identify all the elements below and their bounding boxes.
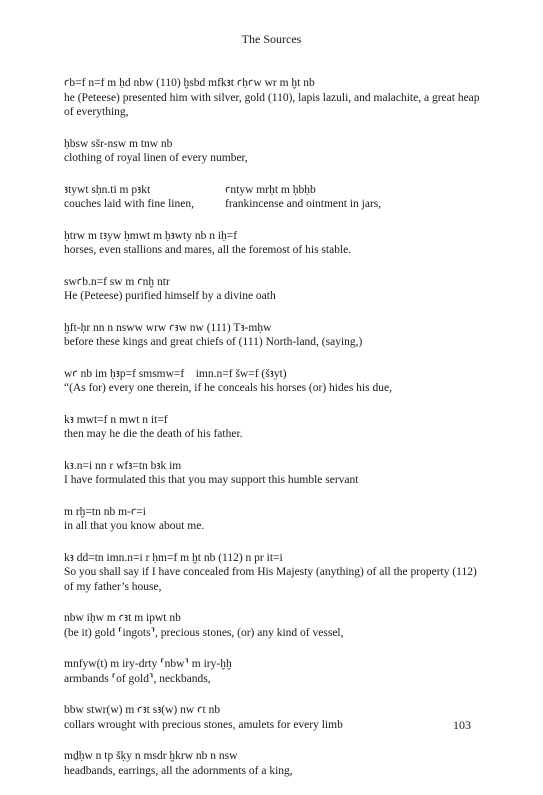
- stanza-14: [64, 703, 484, 732]
- transliteration-line: mḏḥw n tp šḳy n msdr ḫkrw nb n nsw: [64, 750, 238, 762]
- transliteration-line: wꜥ nb im ḥꜣp=f smsmw=f imn.n=f šw=f (šꜣyt): [64, 367, 287, 380]
- stanza-8: [64, 413, 484, 442]
- transliteration-line: m rḫ=tn nb m-ꜥ=i: [64, 505, 146, 518]
- transliteration-line: ꜥb=f n=f m ḥd nbw (110) ḫsbd mfkꜣt ꜥḥꜥw wr m ḫt nb: [64, 77, 315, 89]
- left-column: [64, 183, 225, 212]
- translation-line: collars wrought with precious stones, amulets for every limb: [64, 718, 343, 731]
- transliteration-line: kꜣ.n=i nn r wfꜣ=tn bꜣk im: [64, 459, 182, 472]
- page-number: 103: [453, 718, 471, 732]
- transliteration-line: mnfyw(t) m iry-drty ⸢nbw⸣ m iry-ḫḫ: [64, 658, 232, 670]
- stanza-11: [64, 551, 484, 595]
- translation-line: So you shall say if I have concealed from His Majesty (anything) of all the property (112) of my father’s house,: [64, 566, 477, 593]
- translation-line: “(As for) every one therein, if he conceals his horses (or) hides his due,: [64, 382, 392, 394]
- translation-line: he (Peteese) presented him with silver, gold (110), lapis lazuli, and malachite, a great heap of everything,: [64, 91, 480, 118]
- stanza-6: [64, 321, 484, 350]
- right-column: [225, 183, 484, 212]
- page-body: [64, 76, 484, 795]
- stanza-5: [64, 275, 484, 304]
- translation-line: He (Peteese) purified himself by a divine oath: [64, 290, 276, 302]
- translation-line: I have formulated this that you may support this humble servant: [64, 474, 359, 486]
- translation-line: before these kings and great chiefs of (111) North-land, (saying,): [64, 336, 363, 348]
- stanza-10: [64, 505, 484, 534]
- running-head: The Sources: [241, 32, 302, 46]
- translation-line: armbands ⸢of gold⸣, neckbands,: [64, 672, 211, 685]
- translation-line: in all that you know about me.: [64, 520, 205, 532]
- stanza-9: [64, 459, 484, 488]
- transliteration-line: swꜥb.n=f sw m ꜥnḫ ntr: [64, 275, 170, 288]
- transliteration-line: bbw stwr(w) m ꜥꜣt sꜣ(w) nw ꜥt nb: [64, 704, 221, 716]
- translation-line: couches laid with fine linen,: [64, 198, 194, 210]
- translation-line: horses, even stallions and mares, all the foremost of his stable.: [64, 244, 352, 256]
- stanza-2: [64, 137, 484, 166]
- stanza-15: [64, 749, 484, 778]
- transliteration-line: kꜣ dd=tn imn.n=i r ḥm=f m ḫt nb (112) n pr it=i: [64, 551, 283, 564]
- translation-line: frankincense and ointment in jars,: [225, 198, 382, 210]
- transliteration-line: ḥtrw m tꜣyw ḥmwt m ḥꜣwty nb n iḥ=f: [64, 229, 238, 242]
- transliteration-line: ꜣtywt sḥn.ti m pꜣkt: [64, 183, 151, 196]
- stanza-13: [64, 657, 484, 686]
- translation-line: then may he die the death of his father.: [64, 428, 243, 440]
- transliteration-line: ḥbsw sšr-nsw m tnw nb: [64, 137, 173, 150]
- translation-line: (be it) gold ⸢ingots⸣, precious stones, (or) any kind of vessel,: [64, 626, 344, 639]
- translation-line: clothing of royal linen of every number,: [64, 152, 248, 164]
- stanza-4: [64, 229, 484, 258]
- stanza-3-two-column: [64, 183, 484, 212]
- stanza-7: [64, 367, 484, 396]
- transliteration-line: ḫft-ḥr nn n nsww wrw ꜥꜣw nw (111) Tꜣ-mḥw: [64, 321, 272, 334]
- transliteration-line: nbw iḥw m ꜥꜣt m ipwt nb: [64, 612, 181, 624]
- translation-line: headbands, earrings, all the adornments of a king,: [64, 764, 293, 777]
- transliteration-line: kꜣ mwt=f n mwt n it=f: [64, 413, 168, 426]
- transliteration-line: ꜥntyw mrḥt m ḥbḥb: [225, 183, 316, 196]
- stanza-1: [64, 76, 484, 120]
- stanza-12: [64, 611, 484, 640]
